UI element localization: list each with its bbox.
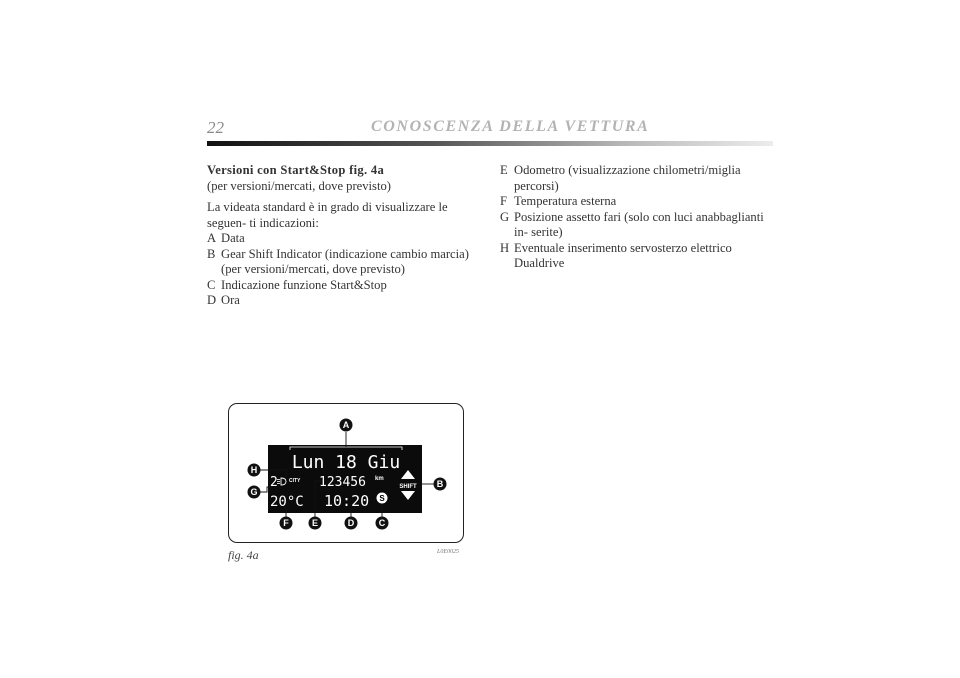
list-item <box>500 163 775 194</box>
list-item <box>500 210 775 241</box>
lcd-time: 10:20 <box>324 492 370 510</box>
lcd-date: Lun 18 Giu <box>291 452 401 473</box>
list-text: Eventuale inserimento servosterzo elettrico Dualdrive <box>514 240 732 270</box>
start-stop-symbol: S <box>379 494 385 503</box>
callout-e <box>309 517 322 530</box>
list-letter: D <box>207 293 217 307</box>
callout-h <box>248 464 261 477</box>
callout-label: H <box>250 465 258 476</box>
list-text: Gear Shift Indicator (indicazione cambio marcia) (per versioni/mercati, dove previsto) <box>221 246 469 276</box>
figure-code: L0E0025 <box>437 549 460 555</box>
section-subtitle: (per versioni/mercati, dove previsto) <box>207 178 391 193</box>
list-text: Indicazione funzione Start&Stop <box>221 277 387 292</box>
callout-b <box>434 478 447 491</box>
intro-paragraph: La videata standard è in grado di visualizzare le seguen- ti indicazioni: <box>207 200 448 230</box>
list-letter: H <box>500 240 510 255</box>
callout-label: A <box>342 420 350 431</box>
list-letter: A <box>207 231 217 245</box>
figure-caption: fig. 4a <box>228 548 259 562</box>
callout-g <box>248 486 261 499</box>
page-number: 22 <box>207 118 224 137</box>
list-text: Posizione assetto fari (solo con luci anabbaglianti in- serite) <box>514 209 764 239</box>
list-text: Ora <box>221 293 240 307</box>
callout-a <box>340 419 353 432</box>
list-item <box>207 247 479 278</box>
section-title: Versioni con Start&Stop fig. 4a <box>207 163 385 177</box>
lcd-odometer-unit: km <box>375 476 384 482</box>
list-item <box>207 231 479 247</box>
list-item <box>500 241 775 272</box>
display-illustration <box>229 404 465 544</box>
list-letter: C <box>207 277 216 292</box>
list-letter: B <box>207 246 216 261</box>
list-text: Odometro (visualizzazione chilometri/miglia percorsi) <box>514 163 741 193</box>
header-rule <box>207 141 773 146</box>
running-title: CONOSCENZA DELLA VETTURA <box>371 118 650 135</box>
callout-label: G <box>250 487 258 498</box>
callout-f <box>280 517 293 530</box>
list-letter: E <box>500 163 508 177</box>
callout-label: E <box>311 518 319 529</box>
list-item <box>207 278 479 294</box>
callout-label: C <box>378 518 386 529</box>
lcd-temperature: 20°C <box>270 494 304 510</box>
list-item <box>207 293 479 309</box>
list-item <box>500 194 775 210</box>
callout-d <box>345 517 358 530</box>
list-letter: G <box>500 209 510 224</box>
list-letter: F <box>500 194 508 208</box>
callout-label: D <box>347 518 355 529</box>
callout-label: F <box>283 518 289 529</box>
lcd-shift-label: SHIFT <box>399 484 417 490</box>
left-column <box>207 163 479 309</box>
right-column <box>500 163 775 272</box>
list-text: Data <box>221 231 245 245</box>
list-text: Temperatura esterna <box>514 194 617 208</box>
dashboard-display-figure <box>228 403 464 543</box>
callout-label: B <box>436 479 444 490</box>
lcd-headlamp-level: 2 <box>270 475 278 490</box>
lcd-city-label: CITY <box>289 478 301 484</box>
callout-c <box>376 517 389 530</box>
lcd-odometer: 123456 <box>319 475 366 490</box>
